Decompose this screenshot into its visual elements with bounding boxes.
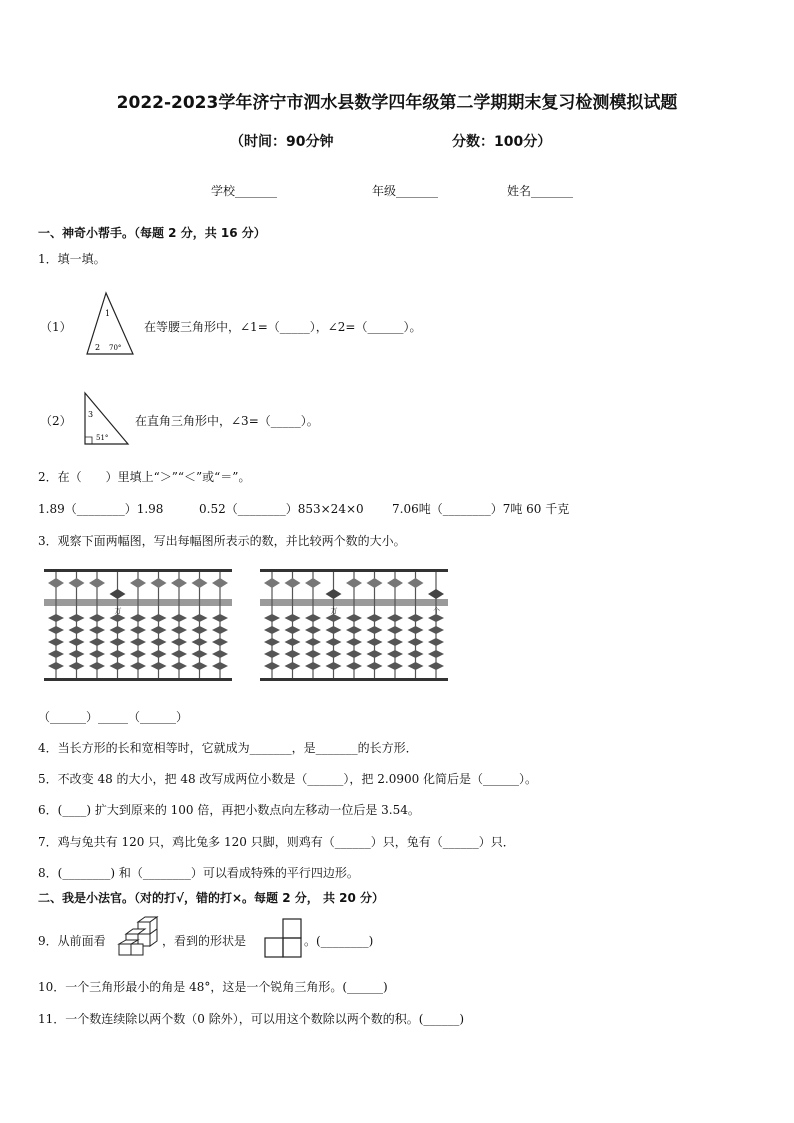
abacus-lower-bead [69,614,85,622]
abacus-frame-top [260,569,448,572]
abacus-lower-bead [285,662,301,670]
angle-3-label: 3 [88,410,94,419]
abacus-upper-bead [408,578,424,588]
abacus-lower-bead [367,650,383,658]
abacus-lower-bead [89,662,105,670]
abacus-upper-bead [192,578,208,588]
abacus-lower-bead [305,626,321,634]
abacus-frame-top [44,569,232,572]
abacus-lower-bead [346,662,362,670]
abacus-lower-bead [408,626,424,634]
question-3-answer: （______）_____（______） [38,710,189,724]
abacus-lower-bead [305,662,321,670]
question-1-part-1-label: （1） [40,320,72,334]
abacus-upper-bead [346,578,362,588]
abacus-lower-bead [171,638,187,646]
abacus-lower-bead [428,650,444,658]
question-9-part-c: 。(________) [304,934,374,948]
abacus-lower-bead [285,626,301,634]
section-1-heading: 一、神奇小帮手。（每题 2 分，共 16 分） [38,226,266,240]
abacus-lower-bead [151,626,167,634]
abacus-lower-bead [110,614,126,622]
abacus-upper-bead [428,589,444,599]
school-field: 学校_______ [211,184,278,198]
angle-2-label: 2 [95,343,101,352]
name-field: 姓名_______ [507,184,574,198]
abacus-upper-bead [110,589,126,599]
abacus-lower-bead [264,638,280,646]
abacus-lower-bead [408,614,424,622]
abacus-lower-bead [346,626,362,634]
abacus-lower-bead [428,638,444,646]
question-7: 7．鸡与兔共有 120 只，鸡比兔多 120 只脚，则鸡有（______）只，兔有（______）只． [38,835,515,849]
abacus-lower-bead [151,614,167,622]
question-1-part-2-text: 在直角三角形中，∠3=（_____）。 [135,414,319,428]
question-1-stem: 1．填一填。 [38,252,106,266]
question-8: 8．(________) 和（________）可以看成特殊的平行四边形。 [38,866,359,880]
abacus-lower-bead [69,650,85,658]
abacus-lower-bead [171,662,187,670]
abacus-lower-bead [89,614,105,622]
abacus-lower-bead [264,650,280,658]
abacus-lower-bead [69,626,85,634]
abacus-upper-bead [48,578,64,588]
abacus-lower-bead [326,626,342,634]
abacus-upper-bead [305,578,321,588]
abacus-lower-bead [151,662,167,670]
angle-70-label: 70° [109,344,122,352]
abacus-lower-bead [48,614,64,622]
abacus-upper-bead [69,578,85,588]
abacus-lower-bead [387,638,403,646]
abacus-lower-bead [89,638,105,646]
exam-time: （时间：90分钟 [230,134,334,150]
abacus-1-figure [44,566,232,686]
question-4: 4．当长方形的长和宽相等时，它就成为_______，是_______的长方形． [38,741,418,755]
abacus-lower-bead [171,626,187,634]
abacus-lower-bead [130,650,146,658]
abacus-lower-bead [387,626,403,634]
abacus-wan-label: 万 [330,607,338,615]
abacus-lower-bead [428,662,444,670]
abacus-lower-bead [89,650,105,658]
abacus-lower-bead [69,662,85,670]
abacus-lower-bead [326,662,342,670]
abacus-lower-bead [110,638,126,646]
abacus-lower-bead [408,662,424,670]
abacus-lower-bead [212,662,228,670]
abacus-lower-bead [367,662,383,670]
abacus-lower-bead [326,638,342,646]
abacus-lower-bead [326,614,342,622]
abacus-upper-bead [151,578,167,588]
abacus-upper-bead [387,578,403,588]
abacus-lower-bead [285,614,301,622]
question-2-item-1: 1.89（________）1.98 [38,502,164,516]
abacus-lower-bead [192,650,208,658]
abacus-lower-bead [387,614,403,622]
abacus-lower-bead [305,650,321,658]
question-9-part-a: 9．从前面看 [38,934,106,948]
question-9-part-b: ，看到的形状是 [162,934,247,948]
abacus-lower-bead [151,650,167,658]
abacus-upper-bead [285,578,301,588]
abacus-lower-bead [408,650,424,658]
question-6: 6．(____) 扩大到原来的 100 倍，再把小数点向左移动一位后是 3.54。 [38,803,420,817]
abacus-lower-bead [387,662,403,670]
abacus-lower-bead [346,614,362,622]
isosceles-triangle-figure [84,290,136,358]
abacus-lower-bead [326,650,342,658]
front-view-shape-figure [264,918,304,960]
abacus-lower-bead [171,650,187,658]
question-1-part-1-text: 在等腰三角形中，∠1=（_____），∠2=（______）。 [144,320,422,334]
angle-1-label: 1 [105,309,111,318]
question-2-item-3: 7.06吨（________）7吨 60 千克 [392,502,570,516]
abacus-ge-label: 个 [433,607,440,615]
abacus-lower-bead [212,638,228,646]
abacus-lower-bead [69,638,85,646]
abacus-frame-bottom [44,678,232,681]
question-5: 5．不改变 48 的大小，把 48 改写成两位小数是（______），把 2.0900 化简后是（______）。 [38,772,538,786]
abacus-lower-bead [192,626,208,634]
abacus-lower-bead [192,614,208,622]
abacus-lower-bead [151,638,167,646]
abacus-lower-bead [48,662,64,670]
abacus-lower-bead [305,638,321,646]
abacus-lower-bead [130,626,146,634]
cube-stack-figure [116,914,160,958]
abacus-lower-bead [212,614,228,622]
abacus-upper-bead [171,578,187,588]
abacus-lower-bead [367,638,383,646]
abacus-upper-bead [212,578,228,588]
abacus-lower-bead [285,650,301,658]
abacus-upper-bead [89,578,105,588]
abacus-lower-bead [130,638,146,646]
abacus-lower-bead [285,638,301,646]
abacus-lower-bead [110,650,126,658]
abacus-lower-bead [130,662,146,670]
question-11: 11．一个数连续除以两个数（0 除外），可以用这个数除以两个数的积。(______) [38,1012,465,1026]
right-triangle-figure [82,390,132,448]
abacus-lower-bead [110,626,126,634]
abacus-lower-bead [192,662,208,670]
question-10: 10．一个三角形最小的角是 48°，这是一个锐角三角形。(______) [38,980,388,994]
question-2-stem: 2．在（ ）里填上“＞”“＜”或“＝”。 [38,470,251,484]
abacus-upper-bead [130,578,146,588]
page-title: 2022-2023学年济宁市泗水县数学四年级第二学期期末复习检测模拟试题 [116,93,678,113]
abacus-lower-bead [367,614,383,622]
abacus-upper-bead [367,578,383,588]
abacus-lower-bead [48,650,64,658]
abacus-lower-bead [48,626,64,634]
abacus-2-figure [260,566,448,686]
question-1-part-2-label: （2） [40,414,72,428]
grade-field: 年级_______ [372,184,439,198]
abacus-upper-bead [326,589,342,599]
abacus-lower-bead [428,614,444,622]
abacus-lower-bead [264,662,280,670]
abacus-frame-bottom [260,678,448,681]
section-2-heading: 二、我是小法官。（对的打√，错的打×。每题 2 分， 共 20 分） [38,891,384,905]
abacus-lower-bead [346,638,362,646]
abacus-lower-bead [264,614,280,622]
angle-51-label: 51° [96,434,109,442]
abacus-lower-bead [48,638,64,646]
abacus-lower-bead [408,638,424,646]
abacus-lower-bead [387,650,403,658]
exam-score: 分数：100分） [452,134,552,150]
abacus-lower-bead [89,626,105,634]
abacus-lower-bead [171,614,187,622]
abacus-lower-bead [192,638,208,646]
abacus-lower-bead [346,650,362,658]
question-2-item-2: 0.52（________）853×24×0 [199,502,364,516]
question-3-stem: 3．观察下面两幅图，写出每幅图所表示的数，并比较两个数的大小。 [38,534,406,548]
abacus-upper-bead [264,578,280,588]
abacus-lower-bead [264,626,280,634]
abacus-lower-bead [367,626,383,634]
abacus-lower-bead [212,650,228,658]
abacus-lower-bead [305,614,321,622]
abacus-lower-bead [428,626,444,634]
abacus-lower-bead [212,626,228,634]
abacus-lower-bead [130,614,146,622]
abacus-lower-bead [110,662,126,670]
abacus-wan-label: 万 [114,607,122,615]
